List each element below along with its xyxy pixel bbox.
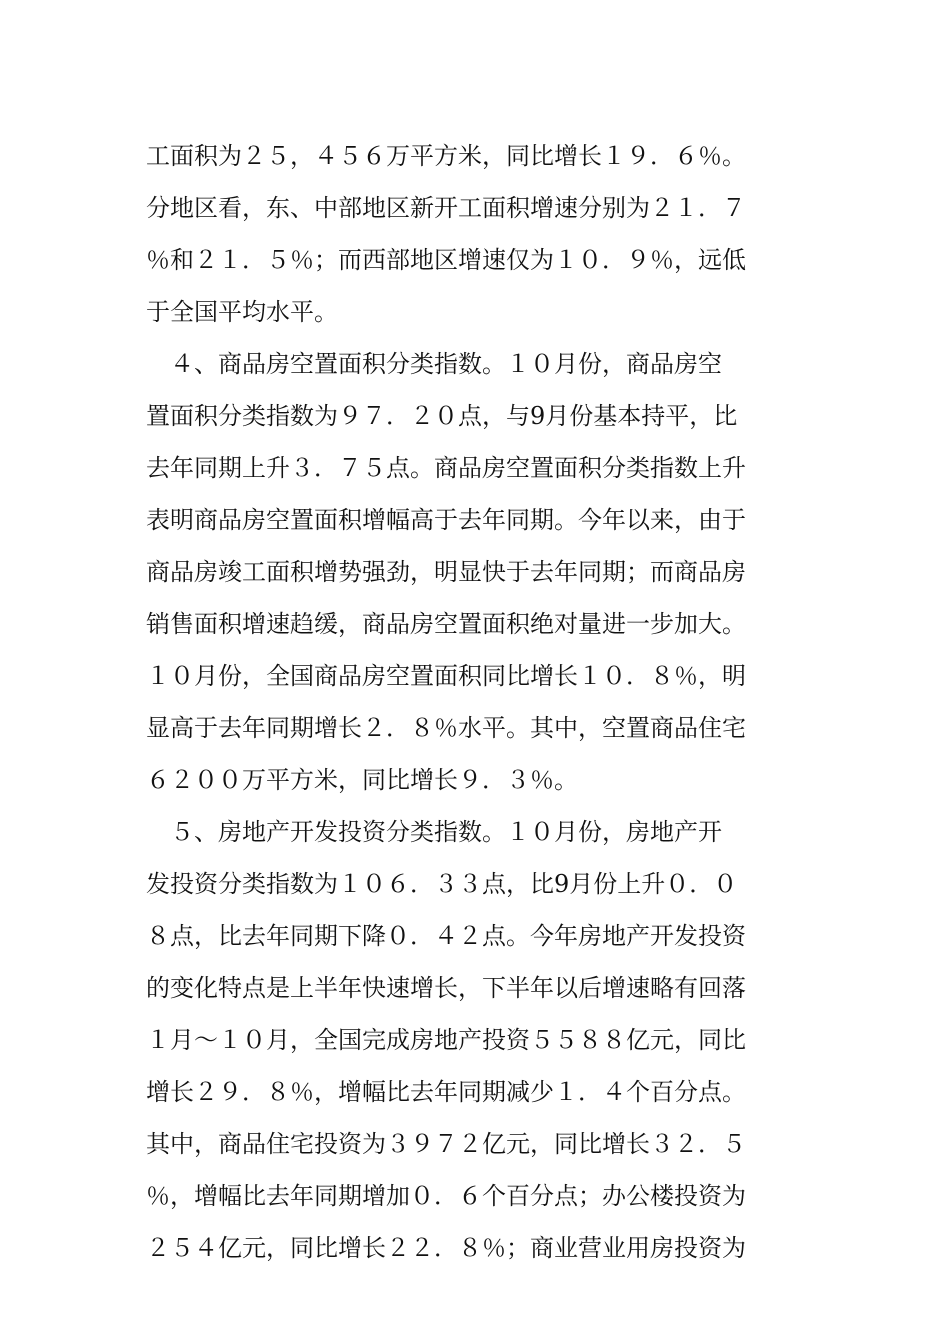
text-line: ２５４亿元，同比增长２２．８％；商业营业用房投资为 xyxy=(146,1234,746,1262)
text-line: 商品房竣工面积增势强劲，明显快于去年同期；而商品房 xyxy=(146,558,746,586)
text-line: 其中，商品住宅投资为３９７２亿元，同比增长３２．５ xyxy=(146,1130,746,1158)
text-line: ６２００万平方米，同比增长９．３％。 xyxy=(146,766,578,794)
text-line: 分地区看，东、中部地区新开工面积增速分别为２１．７ xyxy=(146,194,746,222)
body-text xyxy=(146,130,808,1274)
text-line: 发投资分类指数为１０６．３３点，比9月份上升０．０ xyxy=(146,870,738,898)
text-line: 表明商品房空置面积增幅高于去年同期。今年以来，由于 xyxy=(146,506,746,534)
text-line: 的变化特点是上半年快速增长，下半年以后增速略有回落 xyxy=(146,974,746,1002)
text-line: 销售面积增速趋缓，商品房空置面积绝对量进一步加大。 xyxy=(146,610,746,638)
text-line: １０月份，全国商品房空置面积同比增长１０．８％，明 xyxy=(146,662,746,690)
text-line: ８点，比去年同期下降０．４２点。今年房地产开发投资 xyxy=(146,922,746,950)
text-line: 置面积分类指数为９７．２０点，与9月份基本持平，比 xyxy=(146,402,738,430)
text-line: 增长２９．８％，增幅比去年同期减少１．４个百分点。 xyxy=(146,1078,746,1106)
text-line: 显高于去年同期增长２．８％水平。其中，空置商品住宅 xyxy=(146,714,746,742)
text-line: ％，增幅比去年同期增加０．６个百分点；办公楼投资为 xyxy=(146,1182,746,1210)
text-line: ４、商品房空置面积分类指数。１０月份，商品房空 xyxy=(146,350,722,378)
text-line: ５、房地产开发投资分类指数。１０月份，房地产开 xyxy=(146,818,722,846)
text-line: ％和２１．５％；而西部地区增速仅为１０．９％，远低 xyxy=(146,246,746,274)
text-line: 工面积为２５，４５６万平方米，同比增长１９．６％。 xyxy=(146,142,746,170)
text-line: 于全国平均水平。 xyxy=(146,298,338,326)
text-line: １月～１０月，全国完成房地产投资５５８８亿元，同比 xyxy=(146,1026,746,1054)
text-line: 去年同期上升３．７５点。商品房空置面积分类指数上升 xyxy=(146,454,746,482)
